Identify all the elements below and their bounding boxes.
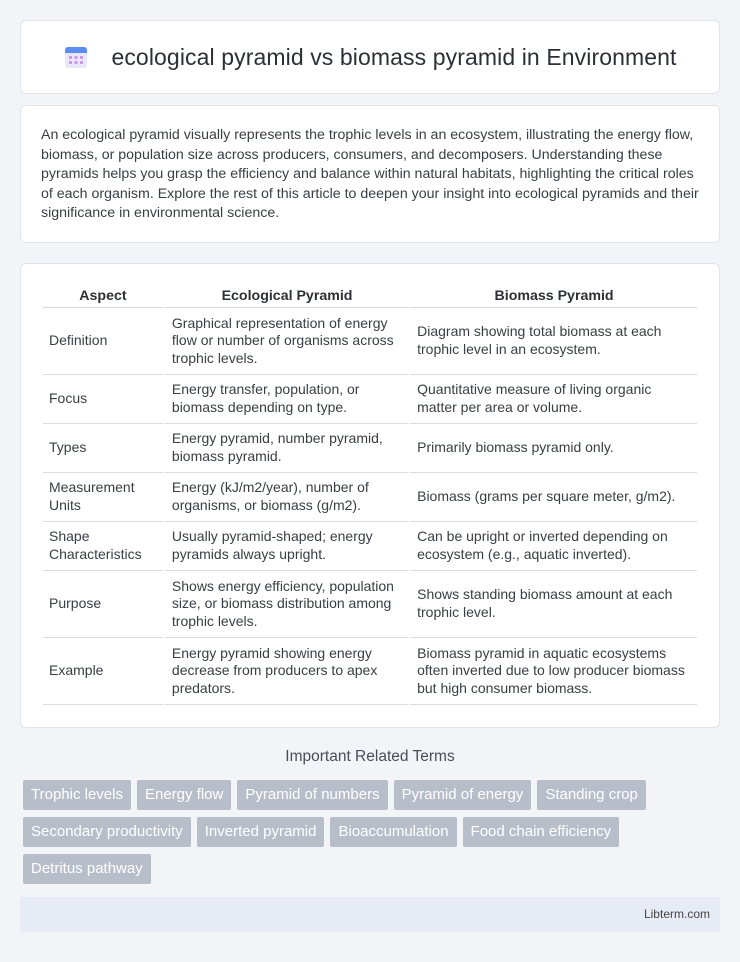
header-aspect: Aspect xyxy=(43,284,163,308)
related-term-tag[interactable]: Energy flow xyxy=(137,780,231,810)
page-title: ecological pyramid vs biomass pyramid in Environment xyxy=(111,43,677,70)
row-aspect: Shape Characteristics xyxy=(43,522,163,571)
footer-site-link[interactable]: Libterm.com xyxy=(643,907,710,921)
row-biomass: Shows standing biomass amount at each trophic level. xyxy=(408,571,697,638)
comparison-card xyxy=(20,263,720,728)
row-ecological: Energy (kJ/m2/year), number of organisms, or biomass (g/m2). xyxy=(163,473,408,522)
row-ecological: Energy transfer, population, or biomass depending on type. xyxy=(163,375,408,424)
related-term-tag[interactable]: Inverted pyramid xyxy=(197,817,325,847)
intro-paragraph: An ecological pyramid visually represents the trophic levels in an ecosystem, illustrating the energy flow, biomass, or population size across producers, consumers, and decomposers. Understanding these pyramids helps you grasp the efficiency and balance within natural habitats, highlighting the critical roles of each organism. Explore the rest of this article to deepen your insight into ecological pyramids and their significance in environmental science. xyxy=(41,127,699,222)
header-biomass: Biomass Pyramid xyxy=(408,284,697,308)
row-aspect: Focus xyxy=(43,375,163,424)
row-biomass: Quantitative measure of living organic matter per area or volume. xyxy=(408,375,697,424)
related-term-tag[interactable]: Bioaccumulation xyxy=(330,817,456,847)
calendar-icon xyxy=(63,44,89,70)
related-terms-title: Important Related Terms xyxy=(285,748,455,765)
table-row xyxy=(43,308,697,375)
row-biomass: Primarily biomass pyramid only. xyxy=(408,424,697,473)
comparison-table xyxy=(43,284,697,705)
table-row xyxy=(43,638,697,705)
table-row xyxy=(43,473,697,522)
row-ecological: Energy pyramid showing energy decrease from producers to apex predators. xyxy=(163,638,408,705)
intro-card xyxy=(20,105,720,243)
row-aspect: Purpose xyxy=(43,571,163,638)
related-term-tag[interactable]: Pyramid of energy xyxy=(394,780,532,810)
related-term-tag[interactable]: Food chain efficiency xyxy=(463,817,620,847)
table-header-row xyxy=(43,284,697,308)
row-aspect: Example xyxy=(43,638,163,705)
table-row xyxy=(43,571,697,638)
row-aspect: Measurement Units xyxy=(43,473,163,522)
row-biomass: Biomass pyramid in aquatic ecosystems often inverted due to low producer biomass but high consumer biomass. xyxy=(408,638,697,705)
related-term-tag[interactable]: Secondary productivity xyxy=(23,817,191,847)
row-aspect: Definition xyxy=(43,308,163,375)
footer xyxy=(20,897,720,932)
header-ecological: Ecological Pyramid xyxy=(163,284,408,308)
related-terms-list xyxy=(23,780,723,891)
title-card xyxy=(20,20,720,94)
row-biomass: Diagram showing total biomass at each trophic level in an ecosystem. xyxy=(408,308,697,375)
related-term-tag[interactable]: Pyramid of numbers xyxy=(237,780,387,810)
related-term-tag[interactable]: Standing crop xyxy=(537,780,646,810)
table-row xyxy=(43,375,697,424)
row-ecological: Energy pyramid, number pyramid, biomass pyramid. xyxy=(163,424,408,473)
row-biomass: Biomass (grams per square meter, g/m2). xyxy=(408,473,697,522)
row-ecological: Shows energy efficiency, population size, or biomass distribution among trophic levels. xyxy=(163,571,408,638)
related-term-tag[interactable]: Trophic levels xyxy=(23,780,131,810)
row-ecological: Graphical representation of energy flow or number of organisms across trophic levels. xyxy=(163,308,408,375)
table-row xyxy=(43,522,697,571)
row-ecological: Usually pyramid-shaped; energy pyramids always upright. xyxy=(163,522,408,571)
row-biomass: Can be upright or inverted depending on ecosystem (e.g., aquatic inverted). xyxy=(408,522,697,571)
row-aspect: Types xyxy=(43,424,163,473)
table-row xyxy=(43,424,697,473)
related-term-tag[interactable]: Detritus pathway xyxy=(23,854,151,884)
